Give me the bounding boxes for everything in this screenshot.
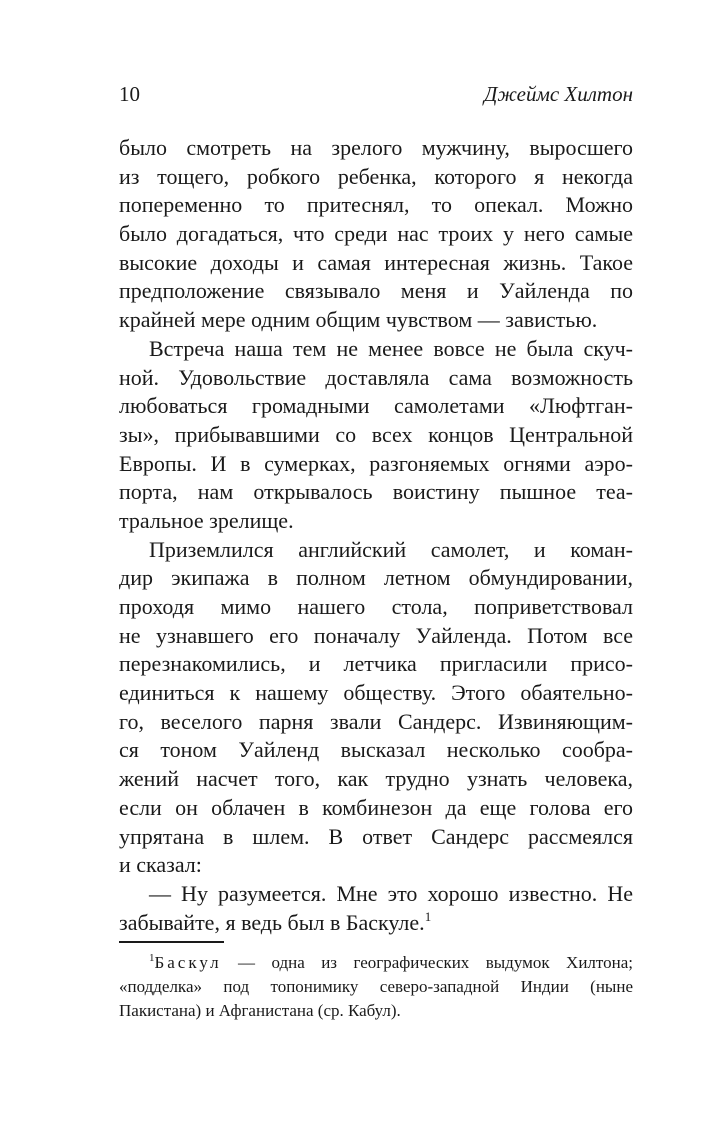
footnote-line	[119, 951, 633, 975]
page-number: 10	[119, 82, 140, 106]
text-line: зы», прибывавшими со всех концов Центральной	[119, 421, 633, 447]
text-line: попеременно то притеснял, то опекал. Можно	[119, 192, 633, 218]
text-line: дир экипажа в полном летном обмундировании,	[119, 565, 633, 591]
footnote	[119, 951, 633, 1023]
footnote-line: «подделка» под топонимику северо-западной Индии (ныне	[119, 977, 633, 996]
text-line: и сказал:	[119, 852, 202, 878]
text-line: высокие доходы и самая интересная жизнь. Такое	[119, 249, 633, 275]
text-line: го, веселого парня звали Сандерс. Извиняющим-	[119, 708, 633, 734]
text-line: предположение связывало меня и Уайленда по	[119, 278, 633, 304]
footnote-definition: — одна из географических выдумок Хилтона;	[221, 953, 633, 972]
text-line: тральное зрелище.	[119, 507, 294, 533]
text-line-with-footnote	[119, 909, 633, 938]
text-line: из тощего, робкого ребенка, которого я некогда	[119, 163, 633, 189]
running-head-author: Джеймс Хилтон	[484, 82, 633, 106]
text-line: порта, нам открывалось воистину пышное теа-	[119, 479, 633, 505]
footnote-reference[interactable]: 1	[424, 908, 432, 924]
footnote-term: Баскул	[154, 953, 222, 972]
text-line-content: забывайте, я ведь был в Баскуле.	[119, 909, 425, 935]
text-line: крайней мере одним общим чувством — завистью.	[119, 307, 598, 333]
footnote-marker: 1	[149, 952, 155, 964]
text-line: — Ну разумеется. Мне это хорошо известно. Не	[149, 880, 633, 906]
footnote-line: Пакистана) и Афганистана (ср. Кабул).	[119, 1001, 401, 1020]
body-text	[119, 134, 633, 937]
text-line: проходя мимо нашего стола, поприветствовал	[119, 594, 633, 619]
text-line: единиться к нашему обществу. Этого обаятельно-	[119, 680, 633, 706]
text-line: Европы. И в сумерках, разгоняемых огнями аэро-	[119, 450, 633, 476]
text-line: любоваться громадными самолетами «Люфтган-	[119, 393, 633, 419]
text-line: перезнакомились, и летчика пригласили присо-	[119, 651, 633, 677]
footnote-divider	[119, 941, 224, 943]
text-line: было догадаться, что среди нас троих у него самые	[119, 221, 633, 247]
text-line: Приземлился английский самолет, и коман-	[149, 536, 633, 562]
text-line: ной. Удовольствие доставляла сама возможность	[119, 364, 633, 390]
text-line: Встреча наша тем не менее вовсе не была скуч-	[149, 335, 633, 361]
text-line: ся тоном Уайленд высказал несколько сообра-	[119, 737, 633, 763]
text-line: жений насчет того, как трудно узнать человека,	[119, 766, 633, 792]
text-line: было смотреть на зрелого мужчину, выросшего	[119, 135, 633, 160]
text-line: не узнавшего его поначалу Уайленда. Потом все	[119, 622, 633, 648]
text-line: если он облачен в комбинезон да еще голова его	[119, 794, 633, 820]
text-line: упрятана в шлем. В ответ Сандерс рассмеялся	[119, 823, 633, 849]
